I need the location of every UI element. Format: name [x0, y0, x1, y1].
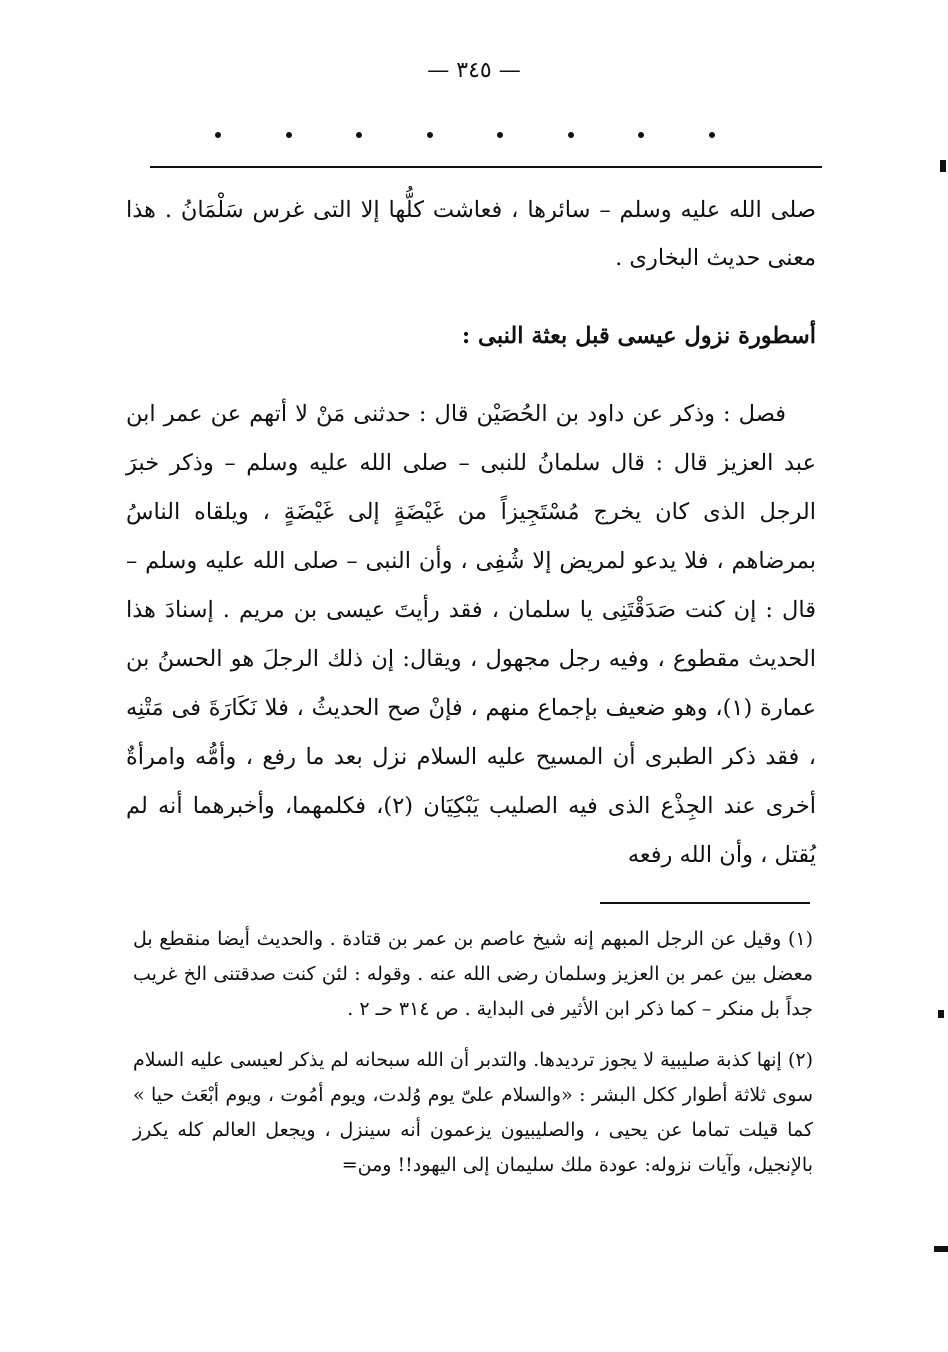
ornament-dot	[215, 132, 221, 138]
scan-margin-mark	[940, 160, 946, 172]
ornament-dot	[356, 132, 362, 138]
ornament-dot	[286, 132, 292, 138]
ornament-dot	[427, 132, 433, 138]
continuation-paragraph: صلى الله عليه وسلم – سائرها ، فعاشت كلُّها إلا التى غرس سَلْمَانُ . هذا معنى حديث البخارى .	[126, 197, 816, 271]
ornament-dots	[215, 132, 715, 138]
scan-margin-mark	[938, 1010, 944, 1018]
footnote-rule	[600, 902, 810, 904]
header-rule	[150, 166, 822, 168]
footnote-2: (٢) إنها كذبة صليبية لا يجوز ترديدها. والتدبر أن الله سبحانه لم يذكر لعيسى عليه السلام سوى ثلاثة أطوار ككل البشر : «والسلام علىّ يوم وُلدت، ويوم أمُوت ، ويوم أبْعَث حيا » كما قيلت تماما عن يحيى ، والصليبيون يزعمون أنه سينزل ، ويجعل العالم كله يكرز بالإنجيل، وآيات نزوله: عودة ملك سليمان إلى اليهود!! ومن=	[133, 1049, 813, 1176]
main-paragraph: فصل : وذكر عن داود بن الحُصَيْن قال : حدثنى مَنْ لا أتهم عن عمر ابن عبد العزيز قال : قال سلمانُ للنبى – صلى الله عليه وسلم – وذكر خبرَ الرجل الذى كان يخرج مُسْتَجِيزاً من غَيْضَةٍ إلى غَيْضَةٍ ، ويلقاه الناسُ بمرضاهم ، فلا يدعو لمريض إلا شُفِى ، وأن النبى – صلى الله عليه وسلم – قال : إن كنت صَدَقْتَنِى يا سلمان ، فقد رأيتَ عيسى بن مريم . إسنادَ هذا الحديث مقطوع ، وفيه رجل مجهول ، ويقال: إن ذلك الرجلَ هو الحسنُ بن عمارة (١)، وهو ضعيف بإجماع منهم ، فإنْ صح الحديثُ ، فلا نَكَارَةَ فى مَتْنِه ، فقد ذكر الطبرى أن المسيح عليه السلام نزل بعد ما رفع ، وأمُّه وامرأةٌ أخرى عند الجِذْع الذى فيه الصليب يَبْكِيَان (٢)، فكلمهما، وأخبرهما أنه لم يُقتل ، وأن الله رفعه	[126, 401, 816, 868]
ornament-dot	[568, 132, 574, 138]
scan-margin-mark	[934, 1246, 948, 1252]
ornament-dot	[709, 132, 715, 138]
main-text	[126, 186, 816, 880]
ornament-dot	[638, 132, 644, 138]
footnote-1: (١) وقيل عن الرجل المبهم إنه شيخ عاصم بن عمر بن قتادة . والحديث أيضا منقطع بل معضل بين عمر بن العزيز وسلمان رضى الله عنه . وقوله : لئن كنت صدقتنى الخ غريب جداً بل منكر – كما ذكر ابن الأثير فى البداية . ص ٣١٤ حـ ٢ .	[133, 928, 813, 1020]
section-heading: أسطورة نزول عيسى قبل بعثة النبى :	[461, 323, 816, 349]
ornament-dot	[497, 132, 503, 138]
page-number: — ٣٤٥ —	[427, 58, 521, 83]
footnotes	[133, 922, 813, 1199]
